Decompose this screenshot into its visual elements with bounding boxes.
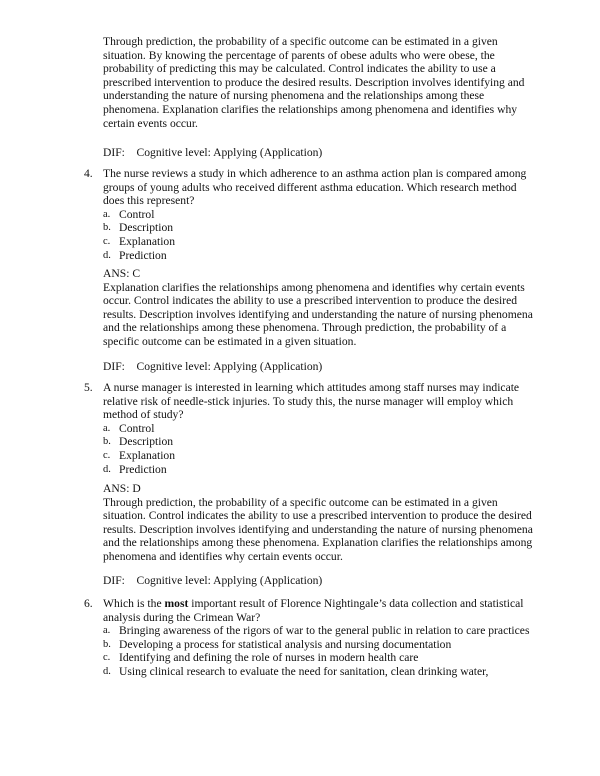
rationale-text: Through prediction, the probability of a specific outcome can be estimated in a given situation. Control indicates the ability to use a prescribed intervention to produce the desired results. Description involves identifying and understanding the nature of nursing phenomena and the relationships among these phenomena. Explanation clarifies the relationships among phenomena and identifies why certain events occur. xyxy=(103,495,533,563)
option-letter: c. xyxy=(103,449,111,461)
dif-line: DIF: Cognitive level: Applying (Application) xyxy=(103,146,323,159)
question-4 xyxy=(84,167,534,262)
stem-emphasis: most xyxy=(164,597,189,610)
option-letter: b. xyxy=(103,222,111,234)
option-letter: b. xyxy=(103,436,111,448)
option-b xyxy=(103,435,534,449)
question-stem: The nurse reviews a study in which adherence to an asthma action plan is compared among groups of young adults who received different asthma education. Which research method does this represent? xyxy=(103,167,527,208)
option-text: Description xyxy=(119,221,174,235)
option-text: Control xyxy=(119,421,155,435)
option-c xyxy=(103,235,534,249)
question-number: 5. xyxy=(84,381,93,394)
answer-key: ANS: D xyxy=(103,482,141,495)
question-5 xyxy=(84,381,534,476)
q4-answer-block xyxy=(103,267,533,349)
q4-dif xyxy=(103,360,533,374)
options-list xyxy=(103,422,534,476)
q3-rationale xyxy=(103,35,533,130)
answer-key: ANS: C xyxy=(103,267,141,280)
stem-part: important result of Florence Nightingale’s data collection and statistical analysis during the Crimean War? xyxy=(103,597,524,624)
option-letter: d. xyxy=(103,249,111,261)
stem-part: Which is the xyxy=(103,597,165,610)
option-letter: a. xyxy=(103,208,111,220)
dif-line: DIF: Cognitive level: Applying (Application) xyxy=(103,360,323,373)
option-letter: b. xyxy=(103,638,111,650)
option-a xyxy=(103,422,534,436)
q3-dif xyxy=(103,146,533,160)
question-stem xyxy=(103,597,534,624)
option-text: Description xyxy=(119,435,174,449)
option-text: Control xyxy=(119,207,155,221)
option-c xyxy=(103,651,534,665)
option-letter: a. xyxy=(103,422,111,434)
option-text: Prediction xyxy=(119,248,167,262)
option-text: Using clinical research to evaluate the need for sanitation, clean drinking water, xyxy=(119,664,489,678)
option-letter: a. xyxy=(103,625,111,637)
option-d xyxy=(103,665,534,679)
option-text: Explanation xyxy=(119,448,176,462)
option-text: Developing a process for statistical analysis and nursing documentation xyxy=(119,637,452,651)
option-letter: c. xyxy=(103,652,111,664)
question-number: 6. xyxy=(84,597,93,610)
option-a xyxy=(103,624,534,638)
option-b xyxy=(103,221,534,235)
option-d xyxy=(103,463,534,477)
option-letter: d. xyxy=(103,665,111,677)
option-letter: d. xyxy=(103,463,111,475)
dif-line: DIF: Cognitive level: Applying (Application) xyxy=(103,574,323,587)
rationale-text: Explanation clarifies the relationships among phenomena and identifies why certain events occur. Control indicates the ability to use a prescribed intervention to produce the desired results. Description involves identifying and understanding the nature of nursing phenomena and the relationships among these phenomena. Through prediction, the probability of a specific outcome can be estimated in a given situation. xyxy=(103,280,533,348)
q5-answer-block xyxy=(103,482,533,564)
question-6 xyxy=(84,597,534,679)
option-a xyxy=(103,208,534,222)
option-text: Identifying and defining the role of nurses in modern health care xyxy=(119,651,419,665)
options-list xyxy=(103,208,534,262)
rationale-text: Through prediction, the probability of a specific outcome can be estimated in a given situation. By knowing the percentage of parents of obese adults who were obese, the probability of predicting this may be calculated. Control indicates the ability to use a prescribed intervention to produce the desired results. Description involves identifying and understanding the nature of nursing phenomena and the relationships among these phenomena. Explanation clarifies the relationships among phenomena and identifies why certain events occur. xyxy=(103,35,525,130)
option-text: Bringing awareness of the rigors of war to the general public in relation to care practices xyxy=(119,624,530,638)
option-c xyxy=(103,449,534,463)
option-d xyxy=(103,249,534,263)
option-b xyxy=(103,638,534,652)
question-stem: A nurse manager is interested in learning which attitudes among staff nurses may indicate relative risk of needle-stick injuries. To study this, the nurse manager will employ which method of study? xyxy=(103,381,520,422)
q5-dif xyxy=(103,574,533,588)
options-list xyxy=(103,624,534,678)
option-text: Explanation xyxy=(119,234,176,248)
option-letter: c. xyxy=(103,235,111,247)
question-number: 4. xyxy=(84,167,93,180)
option-text: Prediction xyxy=(119,462,167,476)
